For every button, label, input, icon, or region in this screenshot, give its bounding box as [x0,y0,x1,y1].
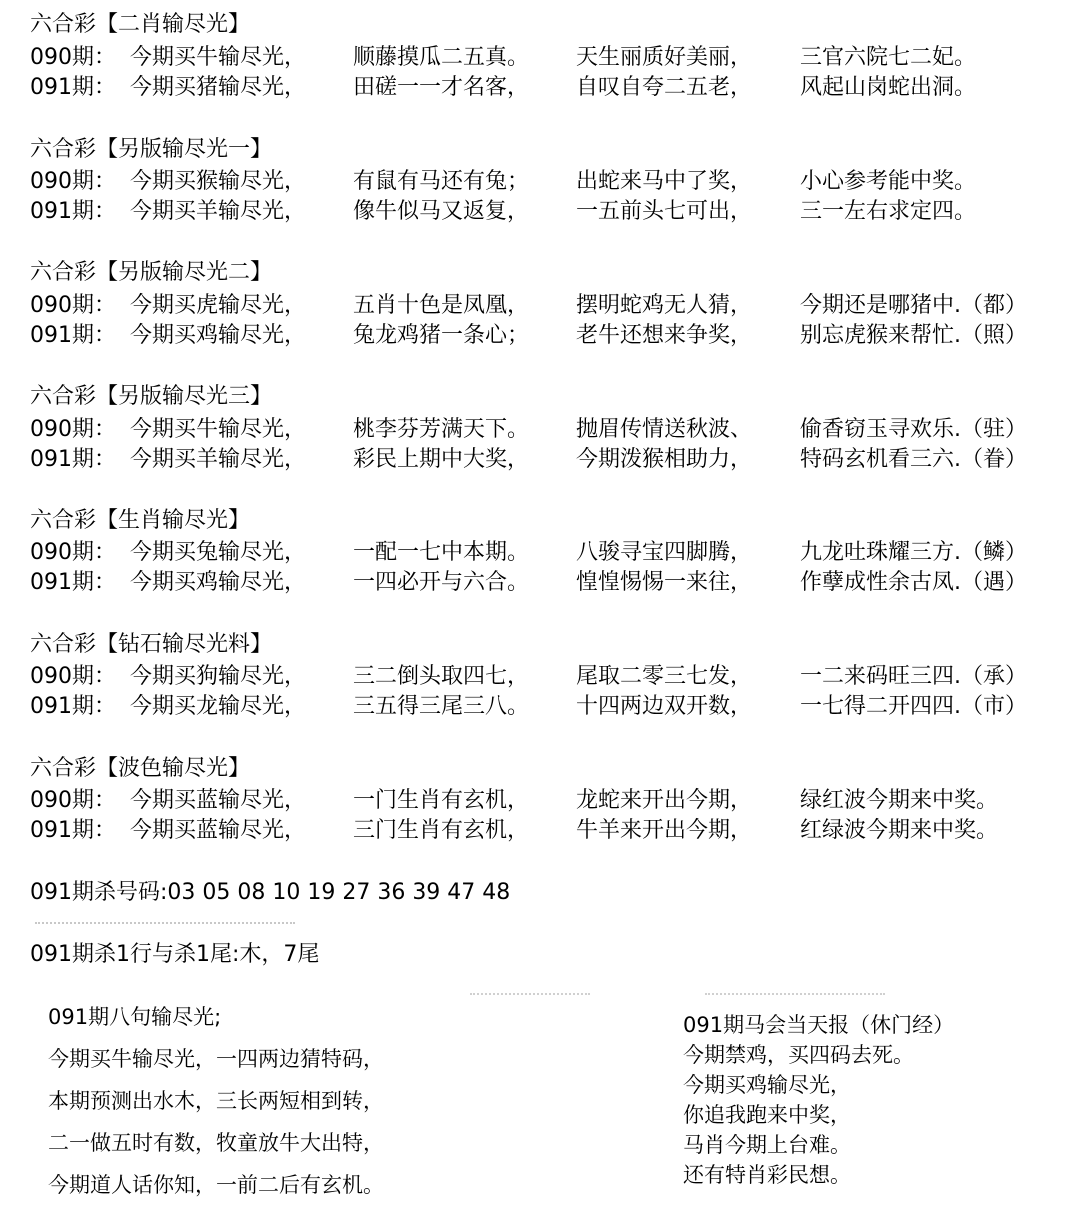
issue-label: 091期： [30,75,116,100]
phrase: 十四两边双开数， [576,694,753,719]
phrase: 今期买牛输尽光， [130,417,307,442]
report-line: 今期禁鸡，买四码去死。 [683,1043,914,1067]
phrase: 自叹自夸二五老， [576,75,753,100]
poem-line: 二一做五时有数，牧童放牛大出特， [48,1131,384,1155]
section-title: 六合彩【生肖输尽光】 [30,508,251,533]
section-title: 六合彩【波色输尽光】 [30,756,251,781]
issue-label: 090期： [30,417,116,442]
issue-label: 090期： [30,788,116,813]
issue-label: 090期： [30,169,116,194]
phrase: 今期买羊输尽光， [130,199,307,224]
phrase: 今期买狗输尽光， [130,664,307,689]
kill-numbers: 091期杀号码:03 05 08 10 19 27 36 39 47 48 [30,880,511,905]
phrase: 红绿波今期来中奖。 [800,818,999,843]
eight-lines-poem [48,1002,384,1212]
phrase: 三官六院七二妃。 [800,45,977,70]
phrase: 桃李芬芳满天下。 [353,417,530,442]
issue-label: 090期： [30,45,116,70]
phrase: 特码玄机看三六.（眷） [800,447,1027,472]
issue-label: 090期： [30,540,116,565]
divider [705,993,885,995]
issue-label: 090期： [30,293,116,318]
phrase: 今期还是哪猪中.（都） [800,293,1027,318]
report-line: 你追我跑来中奖， [683,1103,851,1127]
phrase: 偷香窃玉寻欢乐.（驻） [800,417,1027,442]
phrase: 五肖十色是凤凰， [353,293,530,318]
phrase: 今期买兔输尽光， [130,540,307,565]
poem-title: 091期八句输尽光; [48,1005,222,1029]
phrase: 兔龙鸡猪一条心； [353,323,530,348]
poem-line: 今期买牛输尽光，一四两边猜特码， [48,1047,384,1071]
phrase: 今期买猴输尽光， [130,169,307,194]
divider [470,993,590,995]
phrase: 风起山岗蛇出洞。 [800,75,977,100]
phrase: 老牛还想来争奖， [576,323,753,348]
poem-line: 今期道人话你知，一前二后有玄机。 [48,1173,384,1197]
phrase: 尾取二零三七发， [576,664,753,689]
phrase: 彩民上期中大奖， [353,447,530,472]
report-title: 091期马会当天报（休门经） [683,1013,955,1037]
phrase: 小心参考能中奖。 [800,169,977,194]
phrase: 顺藤摸瓜二五真。 [353,45,530,70]
report-line: 今期买鸡输尽光， [683,1073,851,1097]
phrase: 牛羊来开出今期， [576,818,753,843]
section-title: 六合彩【钻石输尽光料】 [30,632,273,657]
phrase: 惶惶惕惕一来往， [576,570,753,595]
phrase: 今期买鸡输尽光， [130,570,307,595]
phrase: 别忘虎猴来帮忙.（照） [800,323,1027,348]
section-title: 六合彩【二肖输尽光】 [30,12,251,37]
poem-line: 本期预测出水木，三长两短相到转， [48,1089,384,1113]
phrase: 今期买蓝输尽光， [130,788,307,813]
issue-label: 091期： [30,323,116,348]
phrase: 抛眉传情送秋波、 [576,417,753,442]
section-title: 六合彩【另版输尽光二】 [30,260,273,285]
phrase: 一四必开与六合。 [353,570,530,595]
phrase: 今期买虎输尽光， [130,293,307,318]
issue-label: 090期： [30,664,116,689]
phrase: 出蛇来马中了奖， [576,169,753,194]
phrase: 一门生肖有玄机， [353,788,530,813]
report-line: 还有特肖彩民想。 [683,1163,851,1187]
phrase: 三五得三尾三八。 [353,694,530,719]
horse-report [683,1010,954,1190]
phrase: 田磋一一才名客， [353,75,530,100]
phrase: 三二倒头取四七， [353,664,530,689]
phrase: 九龙吐珠耀三方.（鳞） [800,540,1027,565]
issue-label: 091期： [30,570,116,595]
phrase: 今期买蓝输尽光， [130,818,307,843]
phrase: 今期泼猴相助力， [576,447,753,472]
issue-label: 091期： [30,818,116,843]
phrase: 三一左右求定四。 [800,199,977,224]
phrase: 一配一七中本期。 [353,540,530,565]
phrase: 天生丽质好美丽， [576,45,753,70]
phrase: 今期买龙输尽光， [130,694,307,719]
phrase: 作孽成性余古凤.（遇） [800,570,1027,595]
phrase: 有鼠有马还有兔； [353,169,530,194]
phrase: 今期买牛输尽光， [130,45,307,70]
issue-label: 091期： [30,199,116,224]
phrase: 今期买猪输尽光， [130,75,307,100]
phrase: 今期买羊输尽光， [130,447,307,472]
phrase: 绿红波今期来中奖。 [800,788,999,813]
phrase: 摆明蛇鸡无人猜， [576,293,753,318]
phrase: 一七得二开四四.（市） [800,694,1027,719]
kill-element: 091期杀1行与杀1尾:木，7尾 [30,942,320,967]
issue-label: 091期： [30,694,116,719]
divider [35,922,295,932]
phrase: 像牛似马又返复， [353,199,530,224]
phrase: 三门生肖有玄机， [353,818,530,843]
section-title: 六合彩【另版输尽光一】 [30,137,273,162]
phrase: 龙蛇来开出今期， [576,788,753,813]
phrase: 八骏寻宝四脚腾， [576,540,753,565]
issue-label: 091期： [30,447,116,472]
section-title: 六合彩【另版输尽光三】 [30,384,273,409]
phrase: 一二来码旺三四.（承） [800,664,1027,689]
phrase: 一五前头七可出， [576,199,753,224]
phrase: 今期买鸡输尽光， [130,323,307,348]
report-line: 马肖今期上台难。 [683,1133,851,1157]
